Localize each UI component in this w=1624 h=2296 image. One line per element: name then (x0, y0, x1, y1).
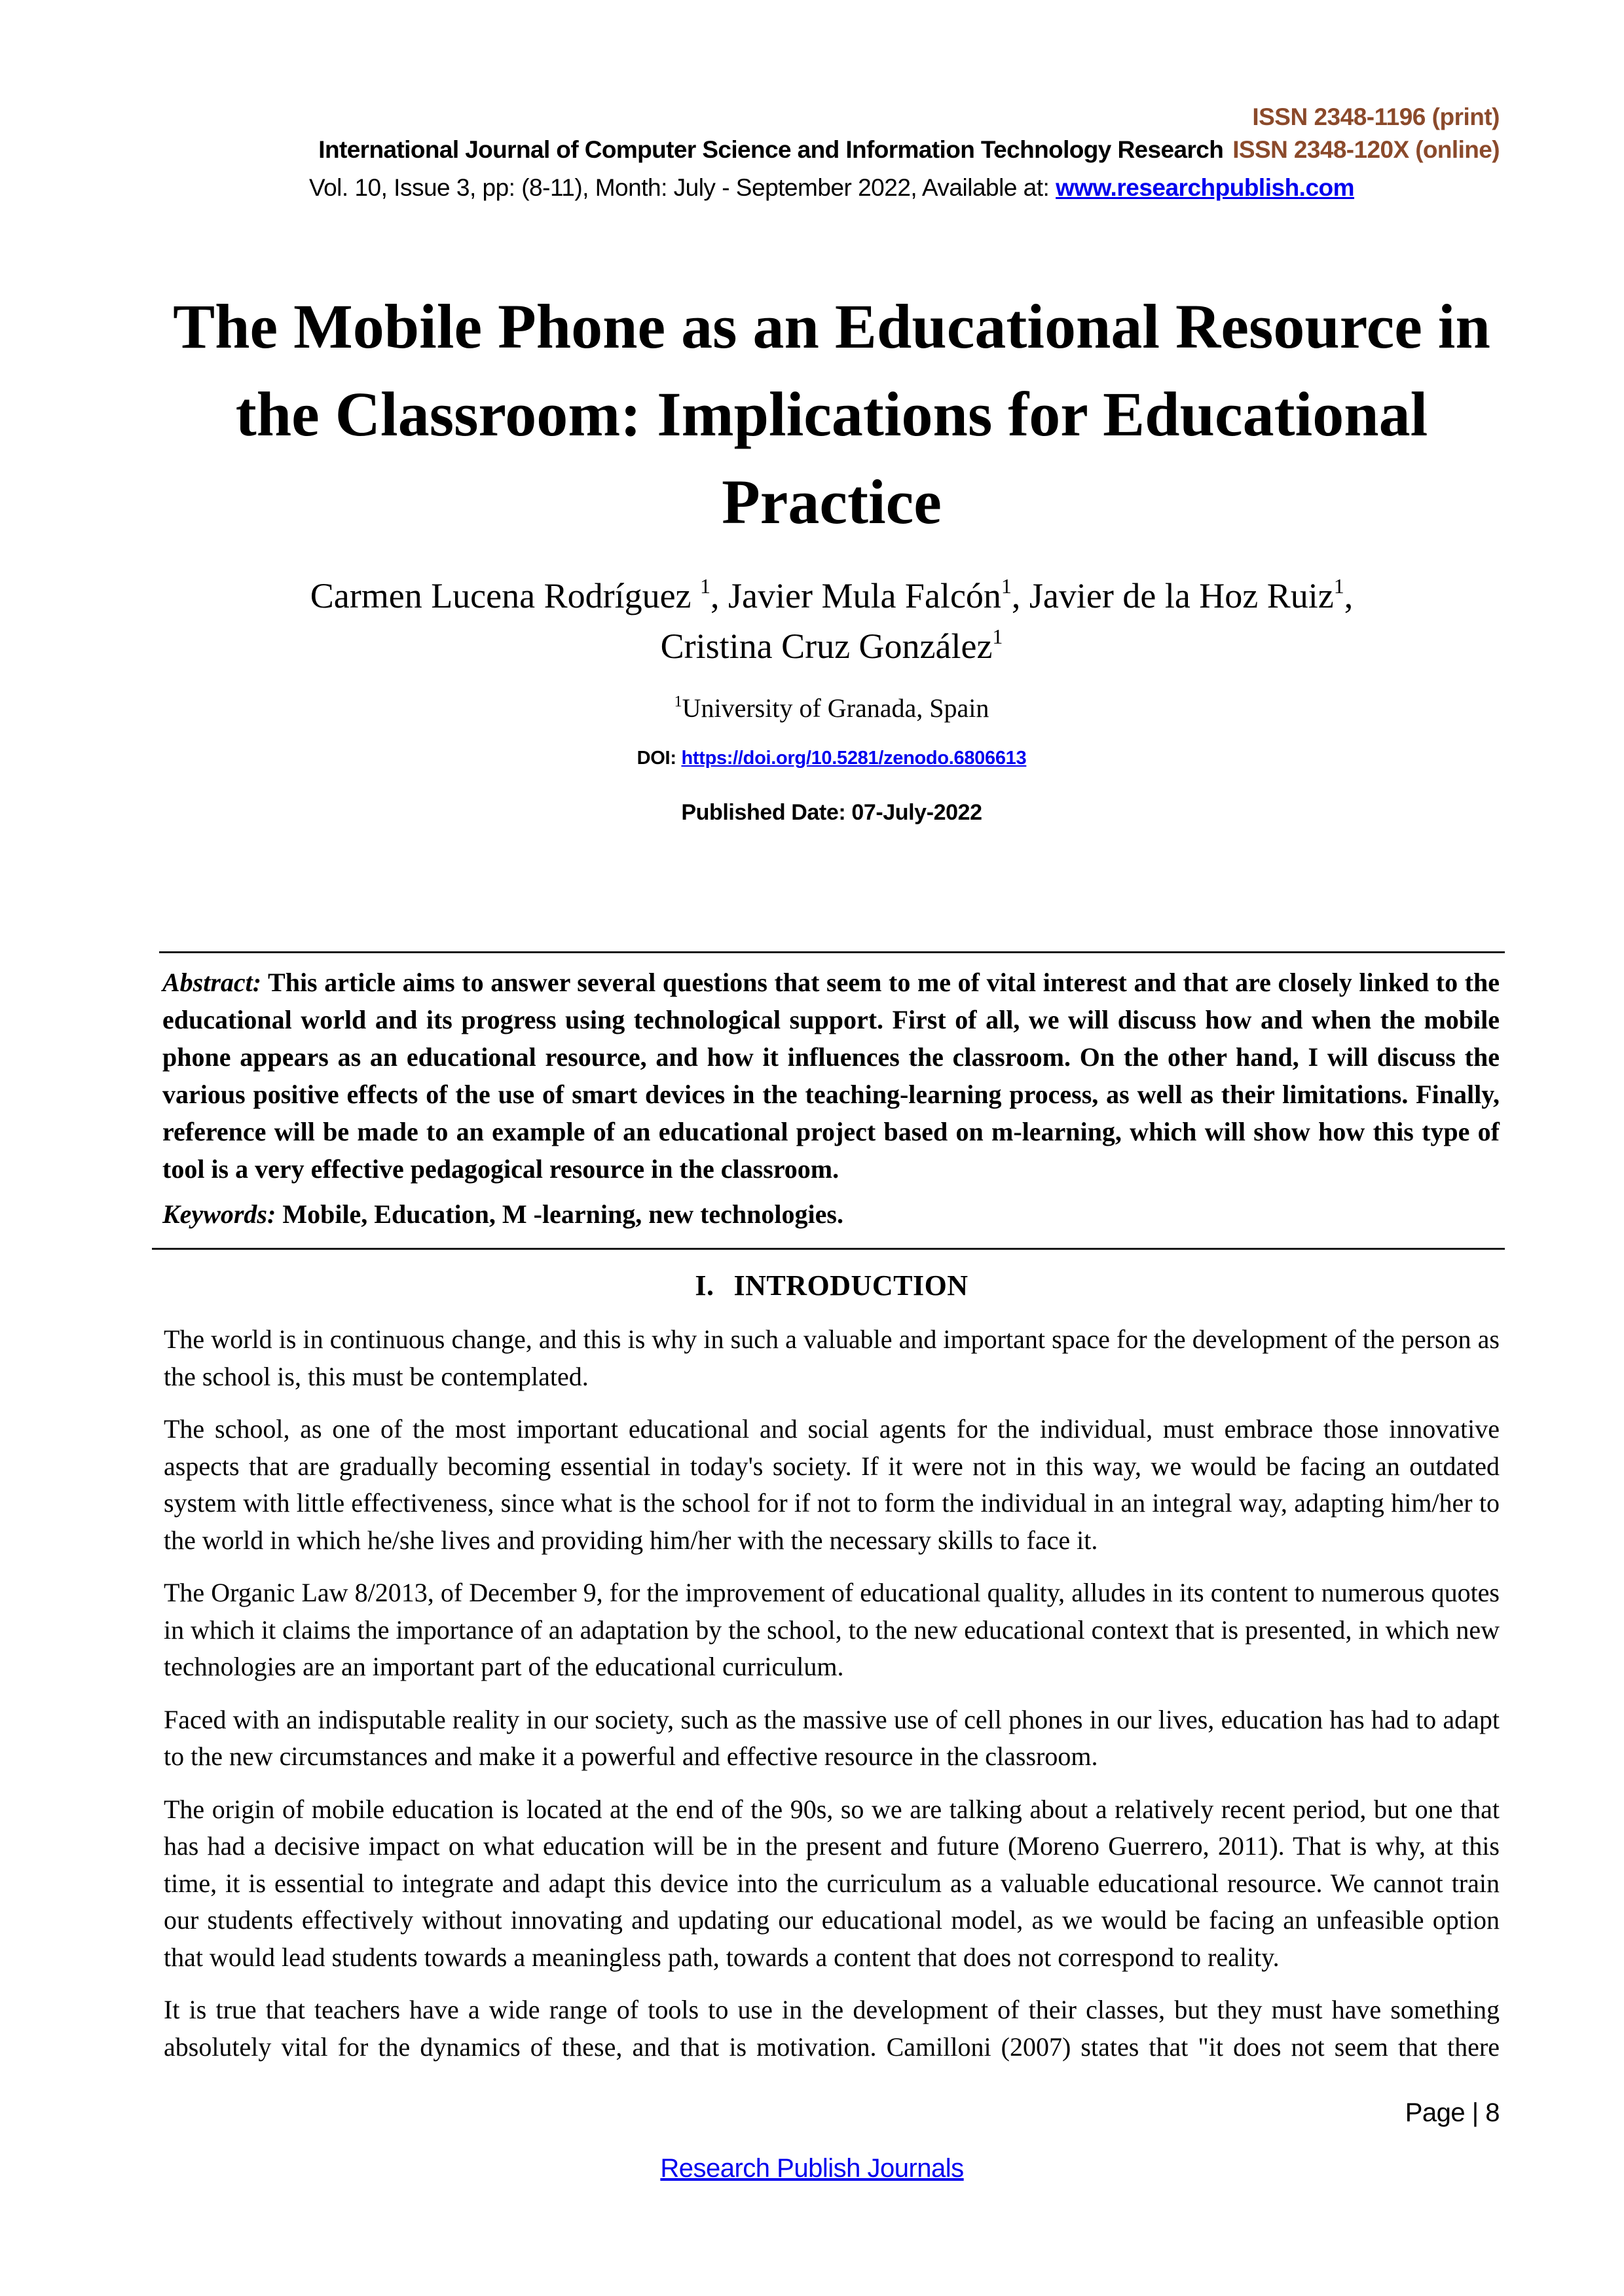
abstract-label: Abstract: (162, 968, 262, 997)
author-name: Carmen Lucena Rodríguez (310, 576, 692, 615)
divider-top (159, 951, 1505, 953)
section-body (164, 1321, 1500, 2081)
affiliation-text: University of Granada, Spain (682, 693, 989, 723)
body-paragraph: The school, as one of the most important educational and social agents for the individual, must embrace those innovative aspects that are gradually becoming essential in today's society. If it were not in this way, we would be facing an outdated system with little effectiveness, since what is the school for if not to form the individual in an integral way, adapting him/her to the world in which he/she lives and providing him/her with the necessary skills to face it. (164, 1414, 1500, 1555)
abstract (162, 964, 1500, 1188)
volume-info-line (0, 174, 1624, 202)
journal-name: International Journal of Computer Science and Information Technology Research (318, 136, 1224, 163)
author-name: Javier Mula Falcón (728, 576, 1001, 615)
doi-link[interactable]: https://doi.org/10.5281/zenodo.6806613 (681, 748, 1027, 769)
section-number: I. (695, 1269, 714, 1302)
article-title: The Mobile Phone as an Educational Resource in the Classroom: Implications for Educational Practice (173, 291, 1490, 537)
affiliation-mark: 1 (700, 574, 711, 598)
section-heading-introduction (157, 1269, 1506, 1302)
abstract-text: This article aims to answer several questions that seem to me of vital interest and that are closely linked to the educational world and its progress using technological support. First of all, we will discuss how and when the mobile phone appears as an educational resource, and how it influences the classroom. On the other hand, I will discuss the various positive effects of the use of smart devices in the teaching-learning process, as well as their limitations. Finally, reference will be made to an example of an educational project based on m-learning, which will show how this type of tool is a very effective pedagogical resource in the classroom. (162, 968, 1500, 1184)
page-number: Page | 8 (1405, 2098, 1500, 2127)
body-paragraph: The world is in continuous change, and this is why in such a valuable and important space for the development of the person as the school is, this must be contemplated. (164, 1324, 1500, 1391)
doi-line (157, 748, 1506, 769)
affiliation-mark: 1 (1001, 574, 1012, 598)
issn-online: ISSN 2348-120X (online) (1232, 136, 1500, 163)
keywords (162, 1195, 1500, 1233)
body-paragraph: It is true that teachers have a wide range of tools to use in the development of their classes, but they must have something absolutely vital for the dynamics of these, and that is motivation. Camilloni (2007) states that "it does not seem that there (164, 1995, 1500, 2062)
journal-header-line (318, 136, 1500, 164)
affiliation-mark: 1 (1333, 574, 1344, 598)
body-paragraph: The origin of mobile education is located at the end of the 90s, so we are talking about a relatively recent period, but one that has had a decisive impact on what education will be in the present and future (Moreno Guerrero, 2011). That is why, at this time, it is essential to integrate and adapt this device into the curriculum as a valuable educational resource. We cannot train our students effectively without innovating and updating our educational model, as we would be facing an unfeasible option that would lead students towards a meaningless path, towards a content that does not correspond to reality. (164, 1794, 1500, 1972)
doi-label: DOI: (637, 748, 682, 769)
issn-print: ISSN 2348-1196 (print) (1252, 103, 1500, 130)
affiliation (157, 693, 1506, 723)
keywords-text: Mobile, Education, M -learning, new technologies. (276, 1199, 843, 1229)
body-paragraph: The Organic Law 8/2013, of December 9, for the improvement of educational quality, alludes in its content to numerous quotes in which it claims the importance of an adaptation by the school, to the new educational context that is presented, in which new technologies are an important part of the educational curriculum. (164, 1578, 1500, 1681)
section-title: INTRODUCTION (733, 1269, 969, 1302)
affiliation-mark: 1 (992, 625, 1003, 648)
volume-info: Vol. 10, Issue 3, pp: (8-11), Month: July - September 2022, Available at: (308, 174, 1056, 201)
author-list: Carmen Lucena Rodríguez $^1$, Javier Mula Falcón$^1$, Javier de la Hoz Ruiz$^1$, Cristina Cruz González$^1$ (310, 574, 1354, 666)
publisher-link[interactable]: Research Publish Journals (660, 2154, 964, 2183)
divider-bottom (152, 1248, 1505, 1250)
body-paragraph: Faced with an indisputable reality in our society, such as the massive use of cell phones in our lives, education has had to adapt to the new circumstances and make it a powerful and effective resource in the classroom. (164, 1704, 1500, 1771)
published-date: Published Date: 07-July-2022 (681, 800, 982, 825)
author-name: Javier de la Hoz Ruiz (1029, 576, 1334, 615)
affiliation-mark: 1 (674, 693, 682, 710)
website-link[interactable]: www.researchpublish.com (1056, 174, 1355, 201)
keywords-label: Keywords: (162, 1199, 276, 1229)
author-name: Cristina Cruz González (660, 627, 993, 666)
